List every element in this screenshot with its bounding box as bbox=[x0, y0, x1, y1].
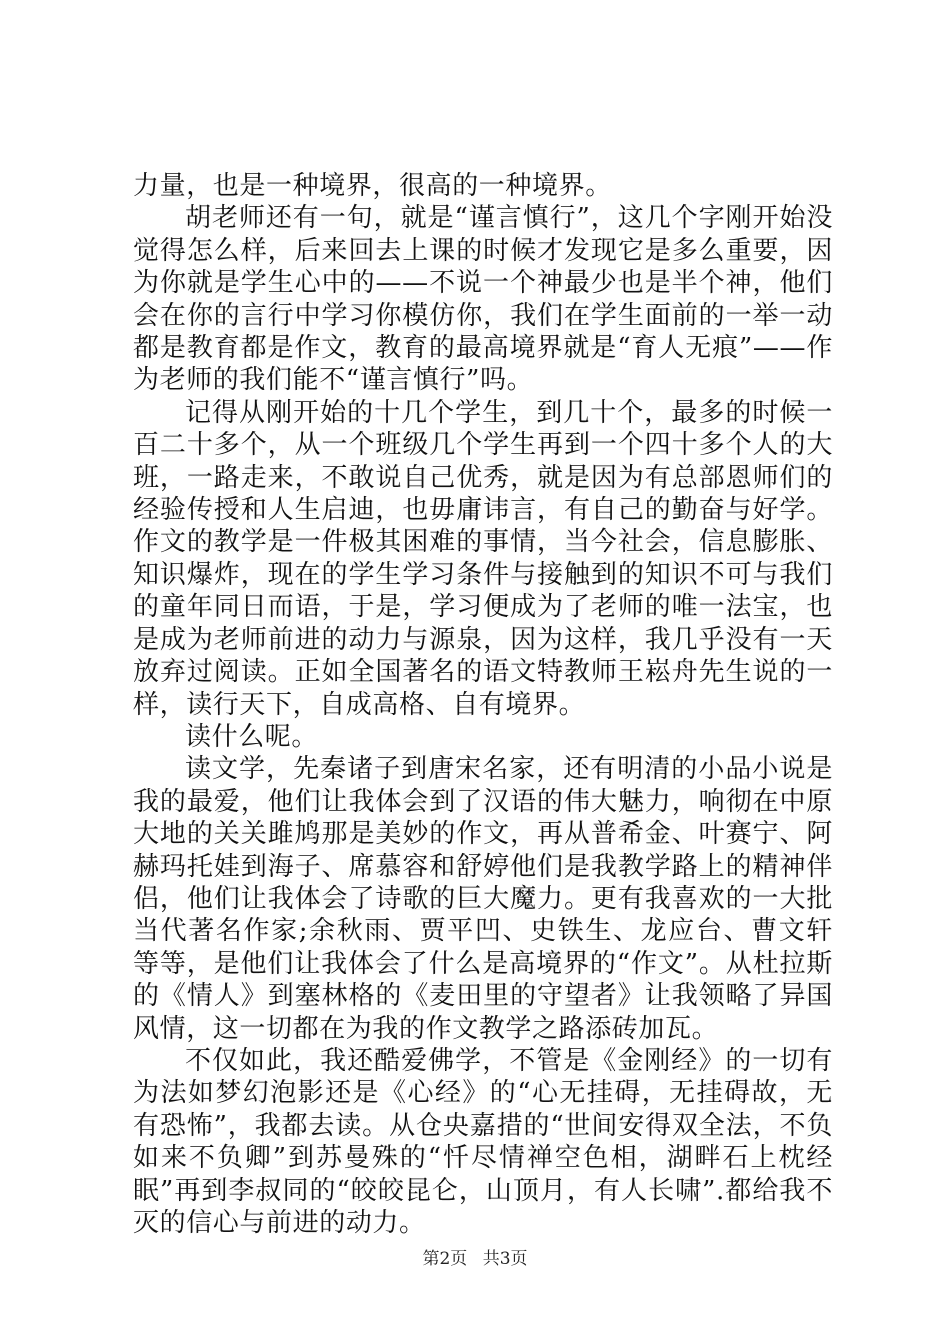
paragraph-4: 读什么呢。 bbox=[185, 721, 319, 752]
paragraph-1: 力量，也是一种境界，很高的一种境界。 bbox=[133, 171, 612, 201]
paragraph-6: 不仅如此，我还酷爱佛学，不管是《金刚经》的一切有为法如梦幻泡影还是《心经》的“心无挂碍，无挂碍故，无有恐怖”，我都去读。从仓央嘉措的“世间安得双全法，不负如来不负卿”到苏曼殊的“忏尽情禅空色相，湖畔石上枕经眠”再到李叔同的“皎皎昆仑，山顶月，有人长啸”.都给我不灭的信心与前进的动力。 bbox=[133, 1045, 833, 1238]
page-total: 共3页 bbox=[482, 1249, 528, 1269]
paragraph-3: 记得从刚开始的十几个学生，到几十个，最多的时候一百二十多个，从一个班级几个学生再到一个四十多个人的大班，一路走来，不敢说自己优秀，就是因为有总部恩师们的经验传授和人生启迪，也毋庸讳言，有自己的勤奋与好学。作文的教学是一件极其困难的事情，当今社会，信息膨胀、知识爆炸，现在的学生学习条件与接触到的知识不可与我们的童年同日而语，于是，学习便成为了老师的唯一法宝，也是成为老师前进的动力与源泉，因为这样，我几乎没有一天放弃过阅读。正如全国著名的语文特教师王崧舟先生说的一样，读行天下，自成高格、自有境界。 bbox=[133, 397, 833, 720]
document-body bbox=[133, 170, 833, 1239]
page-footer bbox=[0, 1244, 950, 1269]
paragraph-5: 读文学，先秦诸子到唐宋名家，还有明清的小品小说是我的最爱，他们让我体会到了汉语的伟大魅力，响彻在中原大地的关关雎鸠那是美妙的作文，再从普希金、叶赛宁、阿赫玛托娃到海子、席慕容和舒婷他们是我教学路上的精神伴侣，他们让我体会了诗歌的巨大魔力。更有我喜欢的一大批当代著名作家;余秋雨、贾平凹、史铁生、龙应台、曹文轩等等，是他们让我体会了什么是高境界的“作文”。从杜拉斯的《情人》到塞林格的《麦田里的守望者》让我领略了异国风情，这一切都在为我的作文教学之路添砖加瓦。 bbox=[133, 754, 833, 1044]
page-number: 第2页 bbox=[422, 1249, 468, 1269]
paragraph-2: 胡老师还有一句，就是“谨言慎行”，这几个字刚开始没觉得怎么样，后来回去上课的时候才发现它是多么重要，因为你就是学生心中的——不说一个神最少也是半个神，他们会在你的言行中学习你模仿你，我们在学生面前的一举一动都是教育都是作文，教育的最高境界就是“育人无痕”——作为老师的我们能不“谨言慎行”吗。 bbox=[133, 203, 833, 396]
